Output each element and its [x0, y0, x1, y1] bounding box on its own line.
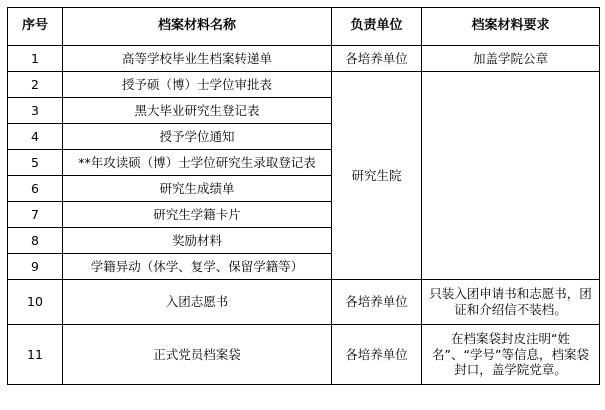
row-number: 11	[8, 325, 63, 385]
header-requirement: 档案材料要求	[422, 8, 600, 46]
header-material-name: 档案材料名称	[63, 8, 332, 46]
material-name: 研究生学籍卡片	[63, 202, 332, 228]
material-name: 研究生成绩单	[63, 176, 332, 202]
requirement-empty-merged	[422, 72, 600, 280]
row-number: 3	[8, 98, 63, 124]
header-responsible-unit: 负责单位	[332, 8, 422, 46]
table-row	[8, 325, 600, 385]
row-number: 1	[8, 46, 63, 72]
responsible-unit: 各培养单位	[332, 325, 422, 385]
material-name: 入团志愿书	[63, 280, 332, 325]
requirement: 只装入团申请书和志愿书，团证和介绍信不装档。	[422, 280, 600, 325]
material-name: 授予学位通知	[63, 124, 332, 150]
material-name: 高等学校毕业生档案转递单	[63, 46, 332, 72]
row-number: 2	[8, 72, 63, 98]
requirement: 在档案袋封皮注明“姓名”、“学号”等信息，档案袋封口，盖学院党章。	[422, 325, 600, 385]
responsible-unit: 各培养单位	[332, 46, 422, 72]
material-name: 奖励材料	[63, 228, 332, 254]
table-row	[8, 72, 600, 98]
material-name: 授予硕（博）士学位审批表	[63, 72, 332, 98]
row-number: 10	[8, 280, 63, 325]
archive-table-container	[7, 7, 600, 385]
header-number: 序号	[8, 8, 63, 46]
material-name: 正式党员档案袋	[63, 325, 332, 385]
table-row	[8, 280, 600, 325]
row-number: 6	[8, 176, 63, 202]
material-name: 学籍异动（休学、复学、保留学籍等）	[63, 254, 332, 280]
table-row	[8, 46, 600, 72]
requirement: 加盖学院公章	[422, 46, 600, 72]
row-number: 7	[8, 202, 63, 228]
row-number: 5	[8, 150, 63, 176]
row-number: 8	[8, 228, 63, 254]
archive-materials-table	[7, 7, 600, 385]
responsible-unit-merged: 研究生院	[332, 72, 422, 280]
row-number: 9	[8, 254, 63, 280]
material-name: **年攻读硕（博）士学位研究生录取登记表	[63, 150, 332, 176]
header-row	[8, 8, 600, 46]
row-number: 4	[8, 124, 63, 150]
responsible-unit: 各培养单位	[332, 280, 422, 325]
material-name: 黑大毕业研究生登记表	[63, 98, 332, 124]
